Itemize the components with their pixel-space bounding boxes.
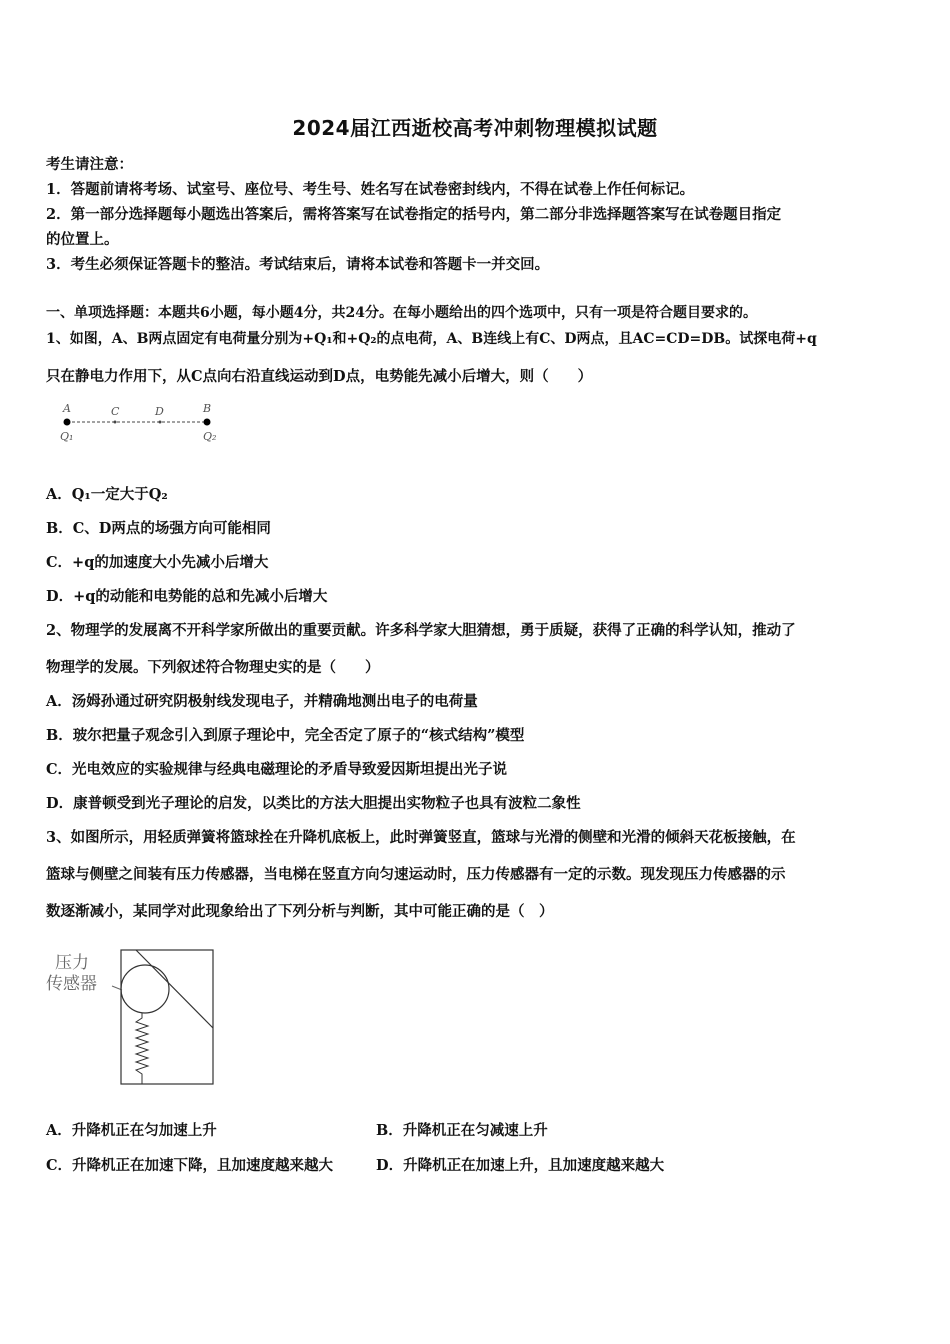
q3-stem-line1: 3、如图所示，用轻质弹簧将篮球拴在升降机底板上，此时弹簧竖直，篮球与光滑的侧壁和光滑的倾斜天花板接触，在 [46, 829, 796, 846]
q3-stem-line2: 篮球与侧壁之间装有压力传感器，当电梯在竖直方向匀速运动时，压力传感器有一定的示数。现发现压力传感器的示 [46, 866, 786, 883]
q1-label-b: B [203, 402, 212, 415]
q1-label-c: C [111, 405, 120, 418]
section-heading: 一、单项选择题：本题共6小题，每小题4分，共24分。在每小题给出的四个选项中，只有一项是符合题目要求的。 [46, 305, 757, 321]
q3-option-c: C．升降机正在加速下降，且加速度越来越大 [46, 1157, 334, 1174]
q3-option-d: D．升降机正在加速上升，且加速度越来越大 [376, 1157, 665, 1174]
q1-label-d: D [155, 405, 164, 418]
q3-inclined-ceiling [136, 950, 213, 1028]
q3-sensor-label-line2: 传感器 [46, 974, 97, 994]
q2-stem-line1: 2、物理学的发展离不开科学家所做出的重要贡献。许多科学家大胆猜想，勇于质疑，获得了正确的科学认知，推动了 [46, 622, 796, 639]
q2-stem-line2: 物理学的发展。下列叙述符合物理史实的是（ ） [46, 659, 380, 676]
q1-stem-line1: 1、如图，A、B两点固定有电荷量分别为+Q₁和+Q₂的点电荷，A、B连线上有C、D两点，且AC=CD=DB。试探电荷+q [46, 331, 817, 347]
q1-label-a: A [63, 402, 71, 415]
notice-item-2-cont: 的位置上。 [46, 231, 119, 248]
q2-option-b: B．玻尔把量子观念引入到原子理论中，完全否定了原子的“核式结构”模型 [46, 727, 525, 744]
q3-spring [136, 1013, 148, 1084]
q1-option-b: B．C、D两点的场强方向可能相同 [46, 520, 271, 537]
q1-point-c [114, 421, 117, 424]
q3-option-a: A．升降机正在匀加速上升 [46, 1122, 217, 1139]
notice-item-2: 2．第一部分选择题每小题选出答案后，需将答案写在试卷指定的括号内，第二部分非选择题答案写在试卷题目指定 [46, 206, 782, 223]
q3-option-b: B．升降机正在匀减速上升 [376, 1122, 548, 1139]
q1-charge-a [64, 419, 71, 426]
q2-option-d: D．康普顿受到光子理论的启发，以类比的方法大胆提出实物粒子也具有波粒二象性 [46, 795, 581, 812]
notice-heading: 考生请注意： [46, 156, 133, 173]
q1-charge-q1: Q₁ [60, 430, 74, 443]
q1-option-c: C．+q的加速度大小先减小后增大 [46, 554, 269, 571]
q1-point-d [159, 421, 162, 424]
q2-option-c: C．光电效应的实验规律与经典电磁理论的矛盾导致爱因斯坦提出光子说 [46, 761, 508, 778]
notice-item-3: 3．考生必须保证答题卡的整洁。考试结束后，请将本试卷和答题卡一并交回。 [46, 256, 550, 273]
q1-option-d: D．+q的动能和电势能的总和先减小后增大 [46, 588, 328, 605]
q1-charge-q2: Q₂ [203, 430, 217, 443]
q1-charge-figure [50, 398, 240, 448]
notice-item-1: 1．答题前请将考场、试室号、座位号、考生号、姓名写在试卷密封线内，不得在试卷上作任何标记。 [46, 181, 695, 198]
q1-stem-line2: 只在静电力作用下，从C点向右沿直线运动到D点，电势能先减小后增大，则（ ） [46, 368, 593, 385]
q3-elevator-box [121, 950, 213, 1084]
q3-basketball [121, 965, 169, 1013]
q3-sensor-label-line1: 压力 [55, 953, 89, 973]
q2-option-a: A．汤姆孙通过研究阴极射线发现电子，并精确地测出电子的电荷量 [46, 693, 478, 710]
q3-elevator-figure [44, 946, 219, 1088]
q1-option-a: A．Q₁一定大于Q₂ [46, 486, 168, 503]
page-title: 2024届江西逝校高考冲刺物理模拟试题 [292, 116, 658, 140]
q3-stem-line3: 数逐渐减小，某同学对此现象给出了下列分析与判断，其中可能正确的是（ ） [46, 903, 554, 920]
q1-charge-b [204, 419, 211, 426]
